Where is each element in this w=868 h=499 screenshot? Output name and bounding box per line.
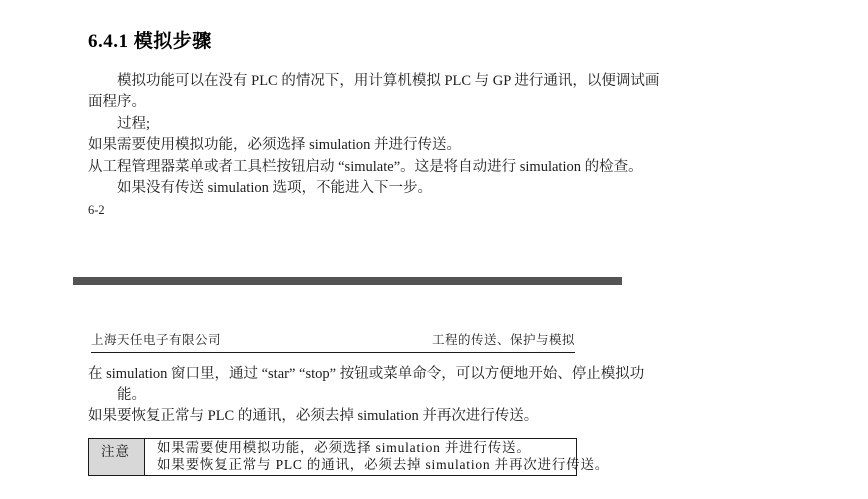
note-line: 如果需要使用模拟功能，必须选择 simulation 并进行传送。 [157,440,531,455]
body-line: 如果要恢复正常与 PLC 的通讯，必须去掉 simulation 并再次进行传送。 [88,408,539,424]
page-break-divider [73,277,622,285]
section-heading: 6.4.1 模拟步骤 [88,31,212,52]
body-line: 面程序。 [88,94,146,111]
running-header-company: 上海天任电子有限公司 [91,333,222,347]
paragraph-simulation-intro [88,71,659,199]
body-line: 如果没有传送 simulation 选项，不能进入下一步。 [117,179,432,196]
page-number: 6-2 [88,203,105,217]
body-line: 能。 [117,387,146,403]
running-header [91,330,575,353]
body-line: 在 simulation 窗口里，通过 “star” “stop” 按钮或菜单命令，可以方便地开始、停止模拟功 [88,366,645,382]
body-line: 如果需要使用模拟功能，必须选择 simulation 并进行传送。 [88,137,461,154]
body-line: 模拟功能可以在没有 PLC 的情况下，用计算机模拟 PLC 与 GP 进行通讯，以便调试画 [117,73,660,89]
body-line: 从工程管理器菜单或者工具栏按钮启动 “simulate”。这是将自动进行 simulation 的检查。 [88,158,643,175]
note-label: 注意 [89,439,145,475]
note-box [88,438,610,476]
paragraph-simulation-window [88,364,644,427]
running-header-chapter: 工程的传送、保护与模拟 [431,333,575,347]
body-line: 过程; [117,115,151,132]
note-line: 如果要恢复正常与 PLC 的通讯，必须去掉 simulation 并再次进行传送。 [157,456,610,472]
note-content [145,439,613,475]
